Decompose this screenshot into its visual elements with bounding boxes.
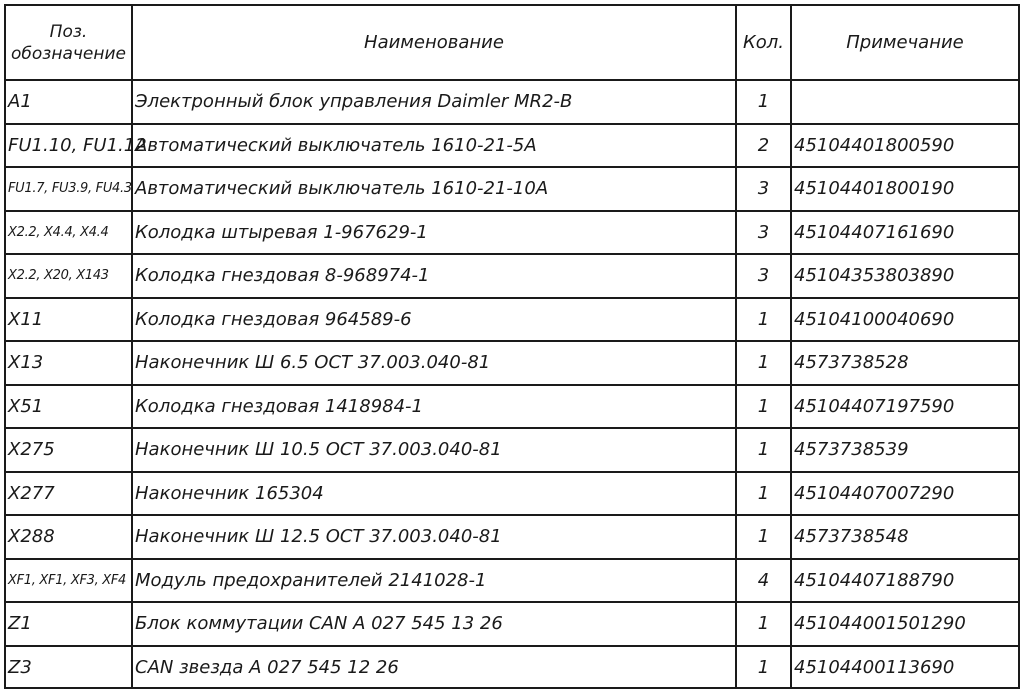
table-row [6, 341, 1018, 385]
table-row [6, 515, 1018, 559]
row-quantity: 1 [736, 385, 791, 429]
row-position: X2.2, X4.4, X4.4 [6, 211, 132, 255]
header-position-line1: Поз. [49, 21, 88, 42]
row-note: 45104407161690 [791, 211, 1018, 255]
specification-sheet [4, 4, 1020, 689]
table-row [6, 80, 1018, 124]
row-note: 45104407007290 [791, 472, 1018, 516]
row-position: X288 [6, 515, 132, 559]
row-name: Колодка гнездовая 964589-6 [132, 298, 736, 342]
table-row [6, 559, 1018, 603]
row-quantity: 1 [736, 341, 791, 385]
table-row [6, 646, 1018, 690]
row-name: Наконечник 165304 [132, 472, 736, 516]
table-row [6, 211, 1018, 255]
row-note: 45104401800190 [791, 167, 1018, 211]
row-name: Наконечник Ш 12.5 ОСТ 37.003.040-81 [132, 515, 736, 559]
row-quantity: 1 [736, 80, 791, 124]
row-position: X51 [6, 385, 132, 429]
header-quantity: Кол. [736, 6, 791, 80]
table-row [6, 602, 1018, 646]
row-position: Z3 [6, 646, 132, 690]
row-name: Колодка гнездовая 1418984-1 [132, 385, 736, 429]
header-row [6, 6, 1018, 80]
row-note: 45104353803890 [791, 254, 1018, 298]
row-note: 4573738528 [791, 341, 1018, 385]
row-name: Автоматический выключатель 1610-21-5A [132, 124, 736, 168]
row-position: FU1.10, FU1.12 [6, 124, 132, 168]
row-quantity: 1 [736, 515, 791, 559]
row-position: A1 [6, 80, 132, 124]
row-quantity: 1 [736, 298, 791, 342]
row-note: 45104407188790 [791, 559, 1018, 603]
row-name: Автоматический выключатель 1610-21-10A [132, 167, 736, 211]
table-row [6, 428, 1018, 472]
row-name: Наконечник Ш 10.5 ОСТ 37.003.040-81 [132, 428, 736, 472]
row-position: Z1 [6, 602, 132, 646]
specification-table [6, 6, 1018, 689]
row-name: Наконечник Ш 6.5 ОСТ 37.003.040-81 [132, 341, 736, 385]
row-note: 45104100040690 [791, 298, 1018, 342]
row-quantity: 3 [736, 211, 791, 255]
row-name: Модуль предохранителей 2141028-1 [132, 559, 736, 603]
row-position: X13 [6, 341, 132, 385]
row-note: 4573738548 [791, 515, 1018, 559]
row-note: 45104400113690 [791, 646, 1018, 690]
row-position: XF1, XF1, XF3, XF4 [6, 559, 132, 603]
table-row [6, 167, 1018, 211]
row-quantity: 1 [736, 472, 791, 516]
row-note: 4573738539 [791, 428, 1018, 472]
row-name: Электронный блок управления Daimler MR2-B [132, 80, 736, 124]
row-quantity: 3 [736, 254, 791, 298]
row-position: FU1.7, FU3.9, FU4.3 [6, 167, 132, 211]
row-position: X275 [6, 428, 132, 472]
table-row [6, 385, 1018, 429]
row-name: Колодка штыревая 1-967629-1 [132, 211, 736, 255]
table-row [6, 298, 1018, 342]
row-name: CAN звезда A 027 545 12 26 [132, 646, 736, 690]
header-note: Примечание [791, 6, 1018, 80]
row-name: Колодка гнездовая 8-968974-1 [132, 254, 736, 298]
row-quantity: 1 [736, 602, 791, 646]
table-row [6, 254, 1018, 298]
header-position [6, 6, 132, 80]
table-row [6, 472, 1018, 516]
row-quantity: 1 [736, 646, 791, 690]
row-note [791, 80, 1018, 124]
row-position: X11 [6, 298, 132, 342]
row-position: X277 [6, 472, 132, 516]
row-quantity: 4 [736, 559, 791, 603]
row-quantity: 1 [736, 428, 791, 472]
row-quantity: 2 [736, 124, 791, 168]
row-note: 451044001501290 [791, 602, 1018, 646]
table-row [6, 124, 1018, 168]
row-name: Блок коммутации CAN A 027 545 13 26 [132, 602, 736, 646]
header-position-line2: обозначение [11, 43, 126, 64]
header-name: Наименование [132, 6, 736, 80]
row-position: X2.2, X20, X143 [6, 254, 132, 298]
row-note: 45104407197590 [791, 385, 1018, 429]
row-note: 45104401800590 [791, 124, 1018, 168]
row-quantity: 3 [736, 167, 791, 211]
